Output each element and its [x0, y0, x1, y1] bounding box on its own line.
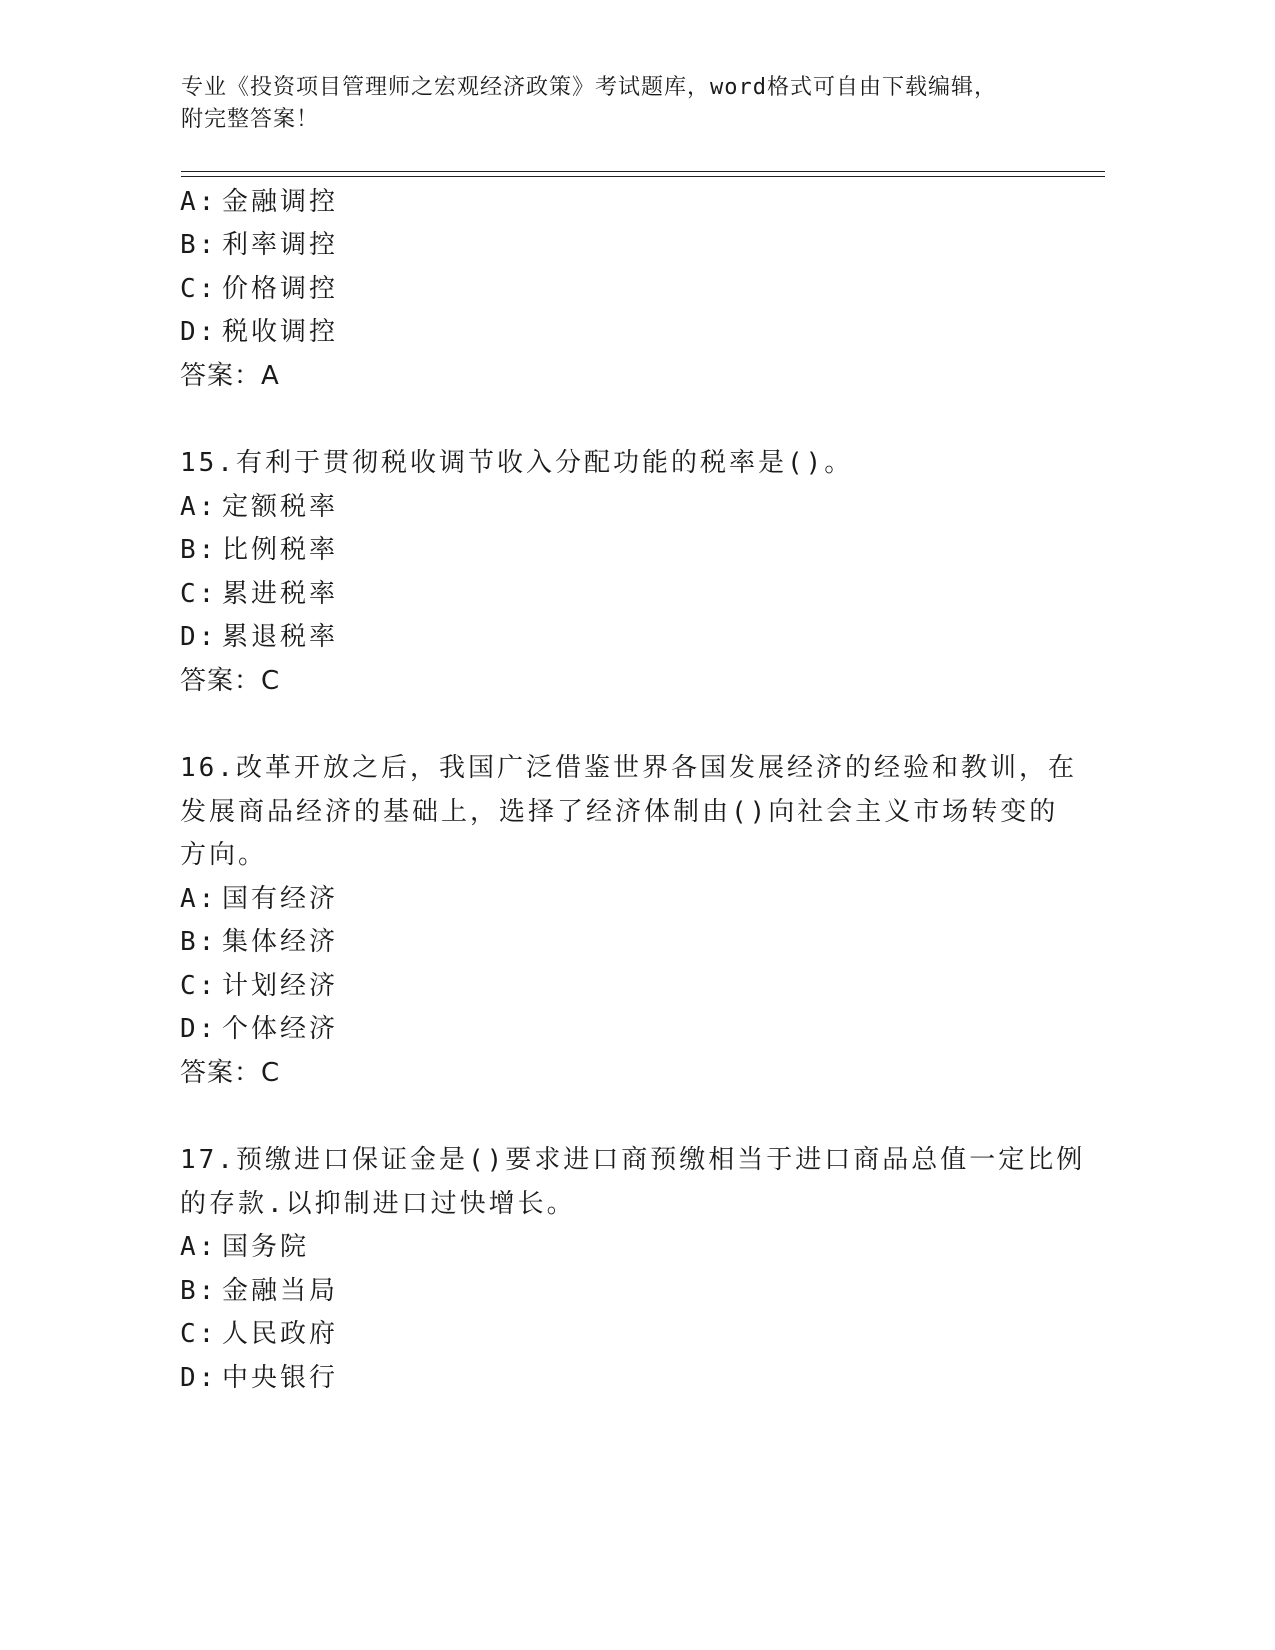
- option-letter: A:: [180, 492, 218, 522]
- q17-question-line-1: 17.预缴进口保证金是()要求进口商预缴相当于进口商品总值一定比例: [180, 1145, 1086, 1175]
- option-letter: B:: [180, 535, 218, 565]
- option-letter: D:: [180, 1363, 218, 1393]
- option-text: 价格调控: [222, 274, 339, 304]
- q15-option-b: [180, 528, 338, 572]
- option-text: 累进税率: [222, 579, 339, 609]
- q16-answer: 答案：C: [180, 1058, 281, 1088]
- q15-option-d: [180, 615, 338, 659]
- header-line-2: 附完整答案！: [181, 107, 320, 132]
- q15-answer: 答案：C: [180, 666, 281, 696]
- option-text: 国务院: [222, 1232, 310, 1262]
- option-text: 计划经济: [222, 971, 339, 1001]
- q16-option-c: [180, 964, 338, 1008]
- option-letter: C:: [180, 971, 218, 1001]
- option-letter: B:: [180, 927, 218, 957]
- q16-question-line-2: 发展商品经济的基础上，选择了经济体制由()向社会主义市场转变的: [180, 797, 1059, 827]
- header-line-1: 专业《投资项目管理师之宏观经济政策》考试题库，word格式可自由下载编辑，: [181, 75, 997, 100]
- option-text: 累退税率: [222, 622, 339, 652]
- q14-option-b: [180, 223, 338, 267]
- q16-option-a: [180, 877, 338, 921]
- option-text: 金融当局: [222, 1276, 339, 1306]
- option-letter: C:: [180, 1319, 218, 1349]
- option-text: 集体经济: [222, 927, 339, 957]
- q15-option-c: [180, 572, 338, 616]
- option-text: 人民政府: [222, 1319, 339, 1349]
- option-letter: D:: [180, 317, 218, 347]
- option-letter: A:: [180, 1232, 218, 1262]
- q15-question-line-1: 15.有利于贯彻税收调节收入分配功能的税率是()。: [180, 448, 854, 478]
- q14-answer: 答案：A: [180, 361, 280, 391]
- document-header: [181, 72, 1061, 136]
- option-text: 个体经济: [222, 1014, 339, 1044]
- q16-option-d: [180, 1007, 338, 1051]
- header-divider-bottom: [181, 176, 1105, 177]
- option-letter: B:: [180, 230, 218, 260]
- q16-question-line-3: 方向。: [180, 840, 268, 870]
- option-letter: A:: [180, 187, 218, 217]
- option-letter: D:: [180, 622, 218, 652]
- option-text: 中央银行: [222, 1363, 339, 1393]
- option-text: 比例税率: [222, 535, 339, 565]
- q16-question-line-1: 16.改革开放之后，我国广泛借鉴世界各国发展经济的经验和教训，在: [180, 753, 1077, 783]
- option-letter: C:: [180, 274, 218, 304]
- option-letter: D:: [180, 1014, 218, 1044]
- q17-option-b: [180, 1269, 338, 1313]
- q14-option-d: [180, 310, 338, 354]
- q17-option-d: [180, 1356, 338, 1400]
- q17-option-c: [180, 1312, 338, 1356]
- header-divider-top: [181, 171, 1105, 172]
- q15-option-a: [180, 485, 338, 529]
- option-letter: A:: [180, 884, 218, 914]
- option-text: 金融调控: [222, 187, 339, 217]
- q14-option-a: [180, 180, 338, 224]
- option-text: 利率调控: [222, 230, 339, 260]
- option-text: 税收调控: [222, 317, 339, 347]
- q14-option-c: [180, 267, 338, 311]
- option-text: 国有经济: [222, 884, 339, 914]
- option-text: 定额税率: [222, 492, 339, 522]
- q17-option-a: [180, 1225, 309, 1269]
- option-letter: C:: [180, 579, 218, 609]
- q16-option-b: [180, 920, 338, 964]
- q17-question-line-2: 的存款.以抑制进口过快增长。: [180, 1189, 576, 1219]
- option-letter: B:: [180, 1276, 218, 1306]
